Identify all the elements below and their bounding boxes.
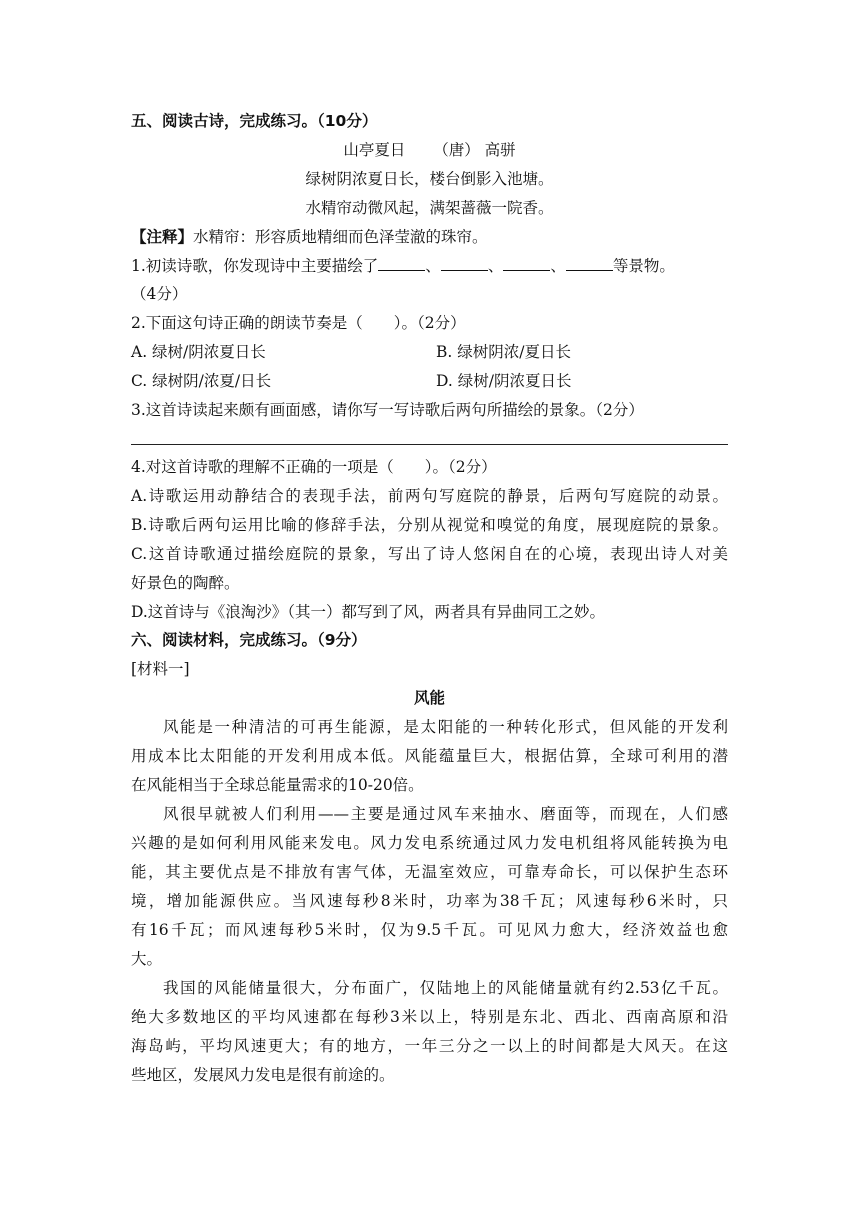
poem-title: 山亭夏日 xyxy=(343,141,406,159)
poem-line-2: 水精帘动微风起，满架蔷薇一院香。 xyxy=(305,199,554,217)
q1-score: （4分） xyxy=(131,285,188,303)
para3-line4: 些地区，发展风力发电是很有前途的。 xyxy=(131,1066,395,1084)
q4-option-c-cont: 好景色的陶醉。 xyxy=(131,574,240,592)
q1-text: 1.初读诗歌，你发现诗中主要描绘了 xyxy=(131,257,379,275)
q2-options-row-2 xyxy=(131,371,728,391)
q4-option-a[interactable]: A.诗歌运用动静结合的表现手法，前两句写庭院的静景，后两句写庭院的动景。 xyxy=(131,487,728,505)
poem-author: 高骈 xyxy=(484,141,516,159)
answer-blank[interactable] xyxy=(441,256,488,271)
question-2: 2.下面这句诗正确的朗读节奏是（ ）。（2分） xyxy=(131,314,466,332)
para2-line1: 风很早就被人们利用——主要是通过风车来抽水、磨面等，而现在，人们感 xyxy=(163,805,728,823)
separator: 、 xyxy=(550,257,566,275)
answer-blank[interactable] xyxy=(566,256,613,271)
para2-line4: 境，增加能源供应。当风速每秒8米时，功率为38千瓦；风速每秒6米时，只 xyxy=(131,892,728,910)
para3-line3: 海岛屿，平均风速更大；有的地方，一年三分之一以上的时间都是大风天。在这 xyxy=(131,1037,728,1055)
option-b[interactable]: B. 绿树阴浓/夏日长 xyxy=(436,343,571,361)
para3-line1: 我国的风能储量很大，分布面广，仅陆地上的风能储量就有约2.53亿千瓦。 xyxy=(163,979,728,997)
section5-heading: 五、阅读古诗，完成练习。（10分） xyxy=(131,112,378,130)
q4-option-c[interactable]: C.这首诗歌通过描绘庭院的景象，写出了诗人悠闲自在的心境，表现出诗人对美 xyxy=(131,545,728,563)
para1-line1: 风能是一种清洁的可再生能源，是太阳能的一种转化形式，但风能的开发利 xyxy=(163,718,728,736)
section6-heading: 六、阅读材料，完成练习。（9分） xyxy=(131,631,367,649)
para1-line3: 在风能相当于全球总能量需求的10-20倍。 xyxy=(131,776,424,794)
poem-dynasty: （唐） xyxy=(433,141,480,159)
separator: 、 xyxy=(487,257,504,275)
note-label: 【注释】 xyxy=(131,228,194,246)
para2-line3: 能，其主要优点是不排放有害气体，无温室效应，可靠寿命长，可以保护生态环 xyxy=(131,863,728,881)
question-3: 3.这首诗读起来颇有画面感，请你写一写诗歌后两句所描绘的景象。（2分） xyxy=(131,401,644,419)
poem-line-1: 绿树阴浓夏日长，楼台倒影入池塘。 xyxy=(305,170,554,188)
para1-line2: 用成本比太阳能的开发利用成本低。风能蕴量巨大，根据估算，全球可利用的潜 xyxy=(131,747,728,765)
q4-option-b[interactable]: B.诗歌后两句运用比喻的修辞手法，分别从视觉和嗅觉的角度，展现庭院的景象。 xyxy=(131,516,728,534)
para3-line2: 绝大多数地区的平均风速都在每秒3米以上，特别是东北、西北、西南高原和沿 xyxy=(131,1008,728,1026)
q2-options-row-1 xyxy=(131,342,728,362)
q4-option-d[interactable]: D.这首诗与《浪淘沙》（其一）都写到了风，两者具有异曲同工之妙。 xyxy=(131,603,606,621)
answer-blank[interactable] xyxy=(503,256,550,271)
option-a[interactable]: A. 绿树/阴浓夏日长 xyxy=(131,343,266,361)
para2-line2: 兴趣的是如何利用风能来发电。风力发电系统通过风力发电机组将风能转换为电 xyxy=(131,834,728,852)
option-d[interactable]: D. 绿树/阴浓夏日长 xyxy=(436,372,572,390)
para2-line5: 有16千瓦；而风速每秒5米时，仅为9.5千瓦。可见风力愈大，经济效益也愈 xyxy=(131,921,728,939)
q1-text-after: 等景物。 xyxy=(612,257,675,275)
answer-blank[interactable] xyxy=(378,256,425,271)
material-label: [材料一] xyxy=(131,660,190,678)
option-c[interactable]: C. 绿树阴/浓夏/日长 xyxy=(131,372,272,390)
note-text: 水精帘：形容质地精细而色泽莹澈的珠帘。 xyxy=(193,228,488,246)
answer-line[interactable] xyxy=(131,444,728,445)
poem-note xyxy=(131,227,488,247)
question-4: 4.对这首诗歌的理解不正确的一项是（ ）。（2分） xyxy=(131,458,497,476)
article-title: 风能 xyxy=(413,689,445,707)
question-1 xyxy=(131,256,675,276)
separator: 、 xyxy=(425,257,441,275)
poem-header xyxy=(131,140,728,160)
para2-line6: 大。 xyxy=(131,950,163,968)
